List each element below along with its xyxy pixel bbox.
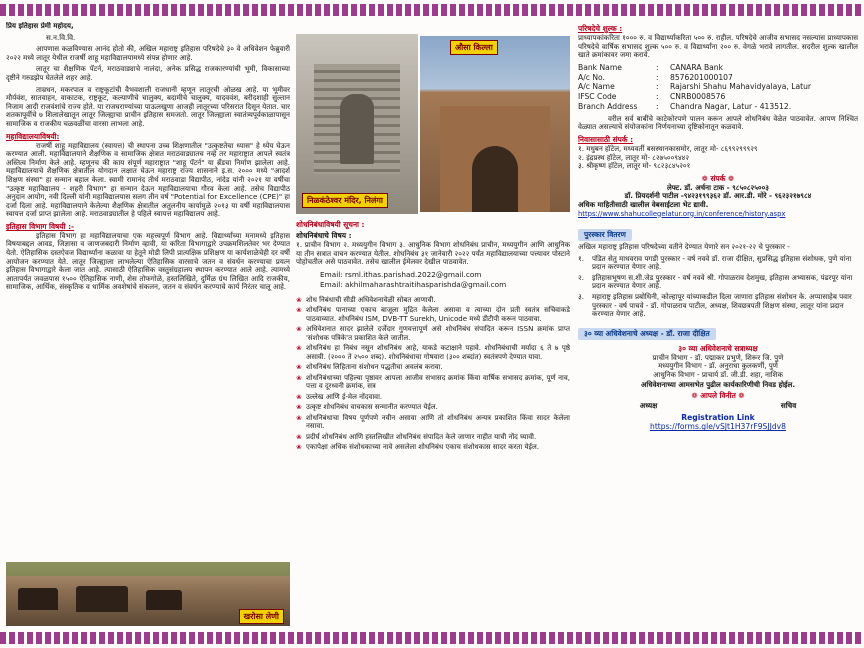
topics-heading: शोधनिबंधाचे विषय : (296, 231, 352, 240)
rule-item: ❀ अधिवेशनात सादर झालेले दर्जेदार गुणवत्तापूर्ण असे शोधनिबंध संपादित करून ISSN क्रमांक प्राप्त 'संशोधक पत्रिके'त प्रकाशित केले जातील. (296, 325, 570, 342)
nilkantheshwar-temple-photo (296, 34, 418, 214)
award-intro: अखिल महाराष्ट्र इतिहास परिषदेच्या वतीने देण्यात येणारे सन २०२१-२२ चे पुरस्कार - (578, 242, 790, 252)
award-item (578, 255, 858, 272)
rule-item: ❀ उत्कृष्ट शोधनिबंध वाचकास सन्मानीत करण्यात येईल. (296, 403, 570, 412)
bank-row-value: CANARA Bank (670, 62, 724, 72)
sections-heading: ३० व्या अधिवेशनाचे सत्राध्यक्ष (678, 343, 758, 353)
rule-item: ❀ शोधनिबंध लिहिताना संशोधन पद्धतीचा अवलंब करावा. (296, 363, 570, 372)
signatories (578, 401, 858, 411)
department-paragraph: इतिहास विभाग हा महाविद्यालयाचा एक महत्त्वपूर्ण विभाग आहे. विद्यार्थ्यांच्या मनामध्ये इतिहास विषयाबद्दल आवड, जिज्ञासा व जाणजबदारी निर्माण व्हावी, या करिता विभागाद्वारे उपक्रमशिलतेवर भर देण्यात येतो. ऐतिहासिक दस्तऐवज विद्यार्थ्यांना कळावा या हेतूने मोडी लिपी प्रात्यक्षिक प्रशिक्षण या कार्यशाळेचेही दर वर्षी आयोजन करण्यात येते. लातूर जिल्ह्याला लाभलेल्या ऐतिहासिक वारसाचे जतन व संवर्धन करण्याचा प्रयत्न इतिहास विभागाद्वारे केला जात आहे. त्यासाठी ऐतिहासिक वस्तुसंग्रहालय स्थापन करण्यात आले आहे. त्यामध्ये आतापर्यंत जवळपास १५०० ऐतिहासिक नाणी, शेस तोफगोळे, हस्तलिखिते, दुर्मिळ ग्रंथ लिखित आदि राजकीय, सामाजिक, आर्थिक, संस्कृतिक व धार्मिक अवशेषांचे संकलन, जतन व संवर्धन करण्याचे कार्य निरंतर चालू आहे. (6, 230, 290, 292)
fee-paragraph: प्राध्यापकांकरिता १००० रु. व विद्यार्थ्यांकरिता ५०० रु. राहील. परिषदेचे आजीव सभासद नसल्यास प्राध्यापकास परिषदेचे वार्षिक सभासद शुल्क ५०० रु. व विद्यार्थ्यांना २०० रु. वेगळे भरावे लागतील. सदरील शुल्क खालील खाते क्रमांकावर जमा करावे. (578, 33, 858, 60)
more-info: अधिक माहितीसाठी खालील वेबसाईटला भेट द्यावी. (578, 199, 709, 209)
section-item: प्राचीन विभाग - डॉ. पद्माकर प्रभुणे, शिरूर जि. पुणे (652, 352, 784, 362)
email-1: Email: rsml.ithas.parishad.2022@gmail.com (320, 269, 482, 279)
nilkantheshwar-temple-caption: निळकंठेश्वर मंदिर, निलंगा (302, 193, 388, 208)
rule-item: ❀ शोधनिबंध हा निबंध नसून शोधनिबंध आहे, याकडे कटाक्षाने पहावे. शोधनिबंधाची मर्यादा ६ ते ७ पृष्ठे असावी. (२००० ते २५०० शब्द). शोधनिबंधाचा गोषवारा (३०० शब्दांत) स्वतंत्रपणे देण्यात यावा. (296, 344, 570, 361)
award-text: पंडित सेतु माधवराव पगडी पुरस्कार - वर्ष नववे डॉ. राजा दीक्षित, सुप्रसिद्ध इतिहास संशोधक, पुणे यांना प्रदान करण्यात येणार आहे. (592, 253, 852, 272)
contact-heading: ❁ संपर्क ❁ (701, 173, 735, 183)
bank-details (578, 63, 858, 112)
bank-row: A/c Name : Rajarshi Shahu Mahavidyalaya, Latur (578, 82, 812, 92)
fee-heading: परिषदेचे शुल्क : (578, 24, 623, 33)
bank-row-value: 8576201000107 (670, 72, 733, 82)
bank-row-key: A/c No. (578, 72, 605, 82)
salutation: प्रिय इतिहास प्रेमी महोदय, (6, 22, 74, 30)
conference-president-pill: ३० व्या अधिवेशनाचे अध्यक्ष - डॉ. राजा दीक्षित (578, 328, 716, 340)
intro-paragraph-1: आपणास कळविण्यास आनंद होतो की, अखिल महाराष्ट्र इतिहास परिषदेचे ३० वे अधिवेशन फेब्रुवारी २०२२ मध्ये लातूर येथील राजर्षी शाहू महाविद्यालयामध्ये संपन्न होणार आहे. (6, 44, 290, 62)
executive-note: अधिवेशनाच्या आमसभेत पुढील कार्यकारिणीची निवड होईल. (640, 379, 796, 389)
website-link[interactable]: https://www.shahucollegelatur.org.in/conference/history.aspx (578, 209, 786, 218)
award-number: ३. (578, 292, 584, 302)
bank-row-value: Chandra Nagar, Latur - 413512. (670, 101, 792, 111)
kharosa-caves-photo (6, 562, 290, 626)
secretary-label: सचिव (780, 401, 797, 411)
bank-row-key: IFSC Code (578, 92, 617, 102)
ausa-fort-caption: औसा किल्ला (450, 40, 498, 55)
college-heading: महाविद्यालयाविषयी: (6, 131, 60, 141)
middle-column (296, 22, 570, 626)
section-item: मध्ययुगीन विभाग - डॉ. अनुराधा कुलकर्णी, पुणे (658, 361, 778, 371)
intro-paragraph-3: ताम्रधन, मकरपाल व राष्ट्रकूटांची वैभवशाली राजधानी म्हणून लातूरची ओळख आहे. या भूमीवर मौर्यवंश, सातवाहन, वाकाटक, राष्ट्रकूट, कल्याणीचे चालुक्य, बदामीचे चालुक्य, यादववंश, बरीदशाही सुल्तान निजाम आदी राजवंशांचे राज्य होते. या राजघराण्यांच्या पाऊलखुणा आजही लातूरच्या परिसरात दिसून येतात. चार शतकापूर्वीचे ७ शिलालेखातून लातूर जिल्ह्याचा प्राचीन इतिहास समजतो. लातूर जिल्ह्याला स्वातंत्र्यपूर्वकाळापासून सामाजिक व राजकीय चळवळींचा वारसा लाभला आहे. (6, 84, 290, 128)
stay-item: १. मधुबन हॉटेल, मध्यवर्ती बसस्थानकासमोर, लातूर मो- ८६९९२९९९२९ (578, 143, 758, 153)
greeting: स.न.वि.वि. (46, 32, 76, 42)
award-item (578, 293, 858, 319)
rule-item: ❀ शोधनिबंधाचा विषय पूर्णपणे नवीन असावा आणि तो शोधनिबंध अन्यत्र प्रकाशित किंवा सादर केलेला नसावा. (296, 414, 570, 431)
left-column (6, 22, 290, 626)
rule-item: ❀ उल्लेख आणि ई-मेल नोंदवावा. (296, 393, 570, 402)
ausa-fort-photo (420, 36, 570, 212)
stay-item: ३. श्रीकृष्ण हॉटेल, लातूर मो- ९८२३८४५२०१ (578, 161, 691, 171)
decorative-border-bottom (0, 632, 864, 644)
notice-heading: शोधनिबंधाविषयी सूचना : (296, 220, 365, 229)
award-number: १. (578, 253, 584, 263)
rule-item: ❀ शोधनिबंध पानाच्या एकाच बाजूला मुद्रित केलेला असावा व त्याच्या दोन प्रती स्वतंत्र सचिवाकडे पाठवाव्यात. शोधनिबंध ISM, DVB-TT Surekh, Unicode मध्ये डीटीपी करून पाठवावा. (296, 306, 570, 323)
bank-row: IFSC Code : CNRB0008576 (578, 92, 726, 102)
college-paragraph: राजर्षी शाहू महाविद्यालय (स्वायत्त) ची स्थापना उच्च शिक्षणातील "उत्कृष्टतेचा ध्यास" हे ध्येय घेऊन करण्यात आली. महाविद्यालयाने शैक्षणिक व सामाजिक क्षेत्रात मराठवाड्यातच नव्हे तर महाराष्ट्रात आपले स्वतंत्र अस्तित्व निर्माण केले आहे. म्हणूनच की काय संपूर्ण महाराष्ट्रात "शाहू पॅटर्न" या ब्रँडचा निर्माण झालेला आहे. महाविद्यालयाचे शैक्षणिक क्षेत्रातील योगदान लक्षात घेऊन महाराष्ट्र राज्य शासनाने इ.स. २००० मध्ये "आदर्श शिक्षण संस्था" हा सन्मान बहाल केला. स्वामी रामानंद तीर्थ मराठवाडा विद्यापीठ, नांदेड यांनी २०२१ या वर्षीचा "उत्कृष्ट महाविद्यालय - शहरी विभाग" हा सन्मान देऊन महाविद्यालयाचा गौरव केला आहे. तसेच विद्यापीठ अनुदान आयोग, नवी दिल्ली यांनी महाविद्यालयास सलग तीन वर्ष "Potential for Excellence (CPE)" हा दर्जा दिला आहे. महाविद्यालयाने केलेल्या शैक्षणिक क्षेत्रातील अतुलनीय कार्यामुळे २०१३ या वर्षी महाविद्यालयास स्वायत्त दर्जा प्राप्त झालेला आहे. मराठवाड्यातील हे पहिले स्वायत्त महाविद्यालय आहे. (6, 140, 290, 219)
contact-line-1: लेफ्ट. डॉ. अर्चना टाक - ९८५०८२५००३ (666, 182, 770, 192)
registration-link[interactable]: https://forms.gle/vSJt1H37rF9SJJdv8 (650, 422, 786, 432)
contact-line-2: डॉ. प्रियदर्शनी पाटील -९४२३१९९३६२ डॉ. आर.डी. मोरे - ९६२३२१७९८४ (624, 191, 812, 201)
submission-rules-list (296, 296, 570, 452)
award-text: महाराष्ट्र इतिहास प्रबोधिनी, कोल्हापूर यांच्याकडील दिला जाणारा इतिहास संशोधन के. अप्पासाहेब पवार पुरस्कार - वर्ष पाचवे - डॉ. गोपाळराव पाटील, अध्यक्ष, शिवछत्रपती शिक्षण संस्था, लातूर यांना प्रदान करण्यात येणार आहे. (592, 292, 852, 319)
bank-row: Bank Name : CANARA Bank (578, 62, 724, 72)
bank-row-key: A/c Name (578, 82, 615, 92)
rule-item: ❀ शोध निबंधाची सीडी अधिवेशनावेळी सोबत आणावी. (296, 296, 570, 305)
award-pill: पुरस्कार वितरण (578, 229, 632, 241)
bank-row-key: Bank Name (578, 62, 622, 72)
bank-row: Branch Address : Chandra Nagar, Latur - 413512. (578, 101, 792, 111)
decorative-border-top (0, 4, 864, 16)
bank-row: A/c No. : 8576201000107 (578, 72, 733, 82)
bank-row-value: CNRB0008576 (670, 92, 726, 102)
department-heading: इतिहास विभाग विषयी :- (6, 221, 75, 231)
right-column (578, 22, 858, 626)
president-label: अध्यक्ष (639, 401, 658, 411)
stay-item: २. इंद्रप्रस्थ हॉटेल, लातूर मो- ८२७५००९४४२ (578, 152, 690, 162)
regards: ❁ आपले विनीत ❁ (691, 391, 745, 401)
bank-row-value: Rajarshi Shahu Mahavidyalaya, Latur (670, 82, 812, 92)
award-text: इतिहासभूषण स.शी.जेड पुरस्कार - वर्ष नववे श्री. गोपाळराव देशमुख, इतिहास अभ्यासक, पंढरपूर यांना प्रदान करण्यात येणार आहे. (592, 272, 853, 291)
award-item (578, 274, 858, 291)
kharosa-caves-caption: खरोसा लेणी (239, 609, 284, 624)
section-item: आधुनिक विभाग - प्राचार्य डॉ. जी.डी. शहा, नाशिक (653, 370, 783, 380)
award-number: २. (578, 272, 584, 282)
email-2: Email: akhilmaharashtraitihasparishda@gmail.com (320, 279, 507, 289)
intro-paragraph-2: लातूर चा शैक्षणिक पॅटर्न, मराठवाड्याचे नालंदा, अनेक प्रसिद्ध राजकारण्यांची भूमी, विकासाच्या दृष्टीने गरुडझेप घेतलेले शहर आहे. (6, 64, 290, 82)
rule-item: ❀ प्रदीर्घ शोधनिबंध आणि हस्तलिखीत शोधनिबंध संपादित केले जाणार नाहीत याची नोंद घ्यावी. (296, 433, 570, 442)
registration-label: Registration Link (681, 413, 755, 423)
fee-note: वरील सर्व बाबींचे काटेकोरपणे पालन करून आपले शोधनिबंध वेळेत पाठवावेत. आपण निश्चित वेळ्यात असल्याचे संयोजकांना निर्णयनाच्या दृष्टिकोनातून कळवावे. (578, 113, 858, 132)
bank-row-key: Branch Address (578, 101, 638, 111)
rule-item: ❀ शोधनिबंधाच्या पहिल्या पृष्ठावर आपला आजीव सभासद क्रमांक किंवा वार्षिक सभासद क्रमांक, पूर्ण नाव, पत्ता व दूरध्वनी क्रमांक, सत्र (296, 374, 570, 391)
rule-item: ❀ एकापेक्षा अधिक संशोधकाच्या नावे असलेला शोधनिबंध एकाच संशोधकास सादर करता येईल. (296, 443, 570, 452)
topics-paragraph: १. प्राचीन विभाग २. मध्ययुगीन विभाग ३. आधुनिक विभाग शोधनिबंध प्राचीन, मध्ययुगीन आणि आधुनिक या तीन सत्रात वाचन करण्यात येतील. शोधनिबंध ३१ जानेवारी २०२२ पर्यंत महाविद्यालयाच्या पत्त्यावर पोस्टाने पोहोचतील असे पाठवावेत. तसेच खालील ईमेलवर देखील पाठवावेत. (296, 240, 570, 267)
stay-heading: निवासासाठी संपर्क : (578, 134, 634, 144)
